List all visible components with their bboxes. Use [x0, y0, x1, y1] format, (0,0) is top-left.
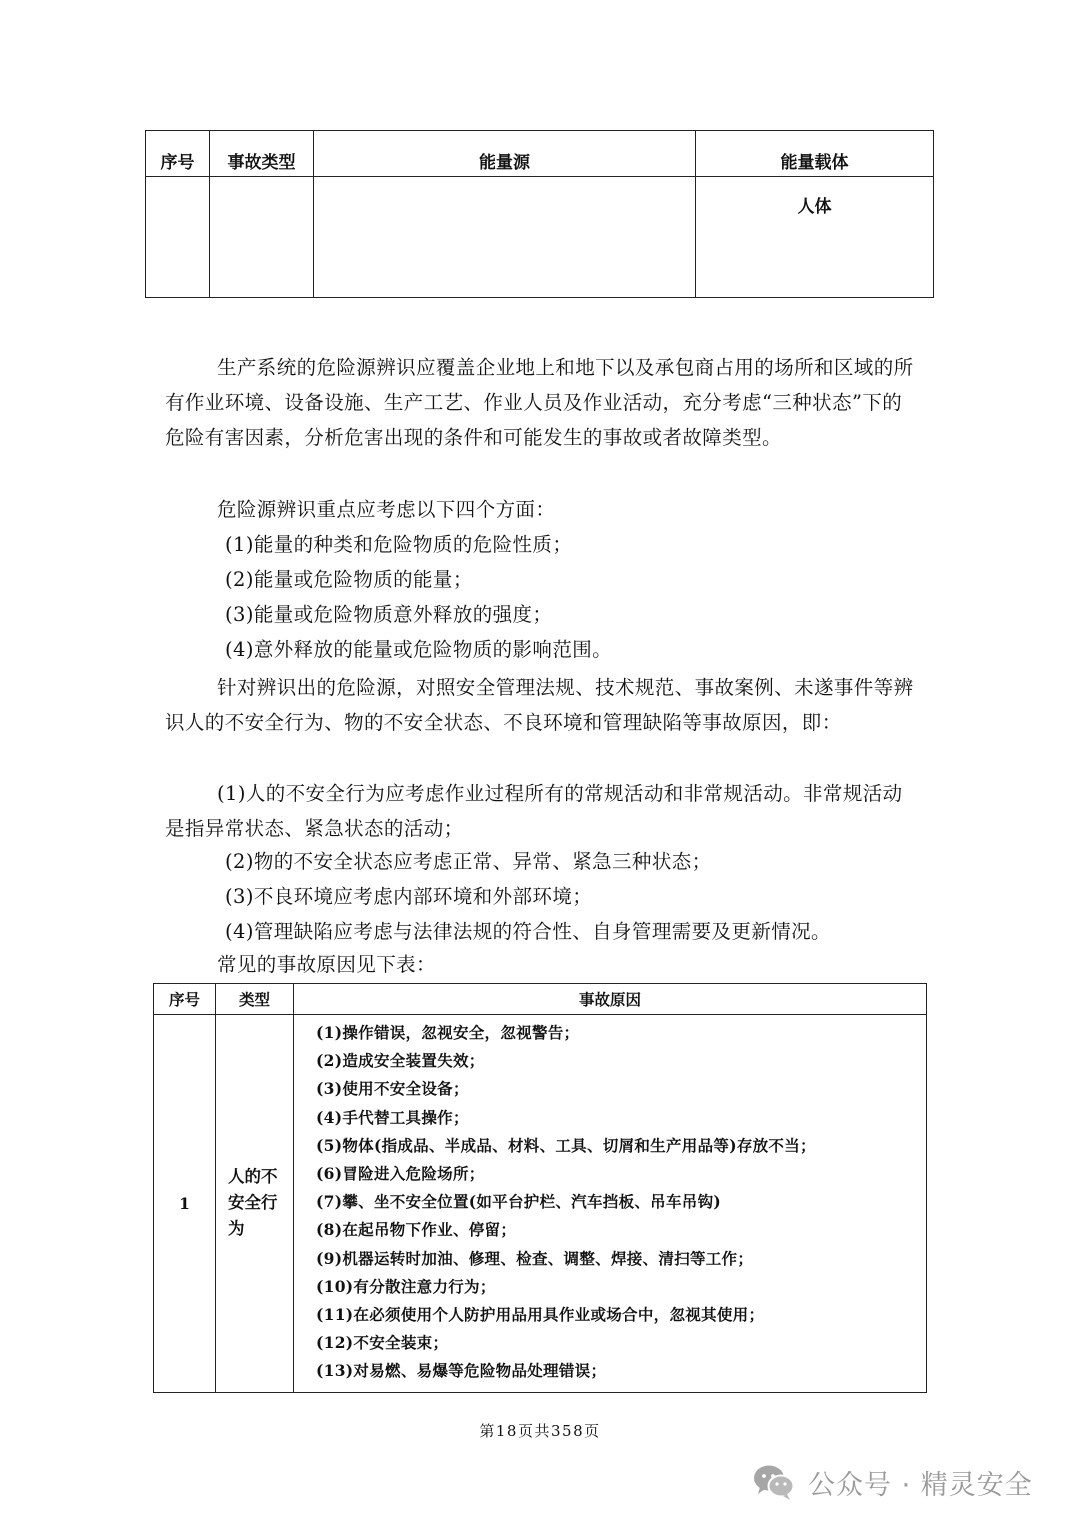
cause-item: (10)有分散注意力行为； — [316, 1276, 496, 1296]
cell-energy-source — [314, 177, 696, 298]
list-item-reason-2: (2)物的不安全状态应考虑正常、异常、紧急三种状态； — [225, 850, 712, 873]
energy-table-header-row — [146, 131, 934, 177]
paragraph-unsafe-behavior: (1)人的不安全行为应考虑作业过程所有的常规活动和非常规活动。非常规活动是指异常状态、紧急状态的活动； — [165, 782, 903, 840]
cause-item: (5)物体(指成品、半成品、材料、工具、切屑和生产用品等)存放不当； — [316, 1135, 816, 1155]
cell-index — [146, 177, 210, 298]
list-item-aspect-4: (4)意外释放的能量或危险物质的影响范围。 — [225, 638, 613, 661]
cause-item: (6)冒险进入危险场所； — [316, 1164, 485, 1184]
page-number: 第18页共358页 — [479, 1422, 601, 1440]
energy-table — [145, 130, 934, 298]
list-item-aspect-3: (3)能量或危险物质意外释放的强度； — [225, 603, 553, 626]
cause-item: (11)在必须使用个人防护用品用具作业或场合中，忽视其使用； — [316, 1305, 765, 1325]
watermark — [752, 1458, 1033, 1506]
header-accident-type: 事故类型 — [210, 131, 314, 177]
cause-item: (3)使用不安全设备； — [316, 1079, 469, 1099]
accident-cause-table — [153, 983, 927, 1393]
cell-accident-type — [210, 177, 314, 298]
cause-item: (2)造成安全装置失效； — [316, 1051, 485, 1071]
cell-type: 人的不安全行为 — [216, 1015, 294, 1393]
header-accident-cause: 事故原因 — [294, 984, 927, 1015]
cause-item: (8)在起吊物下作业、停留； — [316, 1220, 517, 1240]
paragraph-accident-causes: 针对辨识出的危险源，对照安全管理法规、技术规范、事故案例、未遂事件等辨识人的不安全行为、物的不安全状态、不良环境和管理缺陷等事故原因，即： — [165, 676, 914, 734]
cell-causes — [294, 1015, 927, 1393]
table-row — [154, 1015, 927, 1393]
header-energy-carrier: 能量载体 — [696, 131, 934, 177]
paragraph-table-intro: 常见的事故原因见下表： — [217, 953, 436, 976]
list-item-aspect-1: (1)能量的种类和危险物质的危险性质； — [225, 533, 573, 556]
list-item-aspect-2: (2)能量或危险物质的能量； — [225, 568, 473, 591]
cell-index: 1 — [154, 1015, 216, 1393]
watermark-text: 公众号 · 精灵安全 — [808, 1469, 1033, 1501]
header-type: 类型 — [216, 984, 294, 1015]
table-row — [146, 177, 934, 298]
cause-item: (1)操作错误，忽视安全，忽视警告； — [316, 1023, 580, 1042]
cause-item: (9)机器运转时加油、修理、检查、调整、焊接、清扫等工作； — [316, 1248, 754, 1268]
cell-energy-carrier: 人体 — [696, 177, 934, 298]
cause-item: (12)不安全装束； — [316, 1333, 449, 1353]
header-energy-source: 能量源 — [314, 131, 696, 177]
header-index: 序号 — [146, 131, 210, 177]
cause-item: (7)攀、坐不安全位置(如平台护栏、汽车挡板、吊车吊钩) — [316, 1192, 722, 1212]
cause-item: (4)手代替工具操作； — [316, 1107, 469, 1127]
cause-table-header-row — [154, 984, 927, 1015]
cause-item: (13)对易燃、易爆等危险物品处理错误； — [316, 1361, 607, 1381]
list-item-reason-4: (4)管理缺陷应考虑与法律法规的符合性、自身管理需要及更新情况。 — [225, 920, 831, 943]
paragraph-hazard-scope: 生产系统的危险源辨识应覆盖企业地上和地下以及承包商占用的场所和区域的所有作业环境、设备设施、生产工艺、作业人员及作业活动，充分考虑“三种状态”下的危险有害因素，分析危害出现的条件和可能发生的事故或者故障类型。 — [165, 356, 914, 449]
wechat-icon — [752, 1462, 796, 1502]
paragraph-hazard-focus: 危险源辨识重点应考虑以下四个方面： — [217, 498, 556, 521]
list-item-reason-3: (3)不良环境应考虑内部环境和外部环境； — [225, 885, 593, 908]
header-index: 序号 — [154, 984, 216, 1015]
